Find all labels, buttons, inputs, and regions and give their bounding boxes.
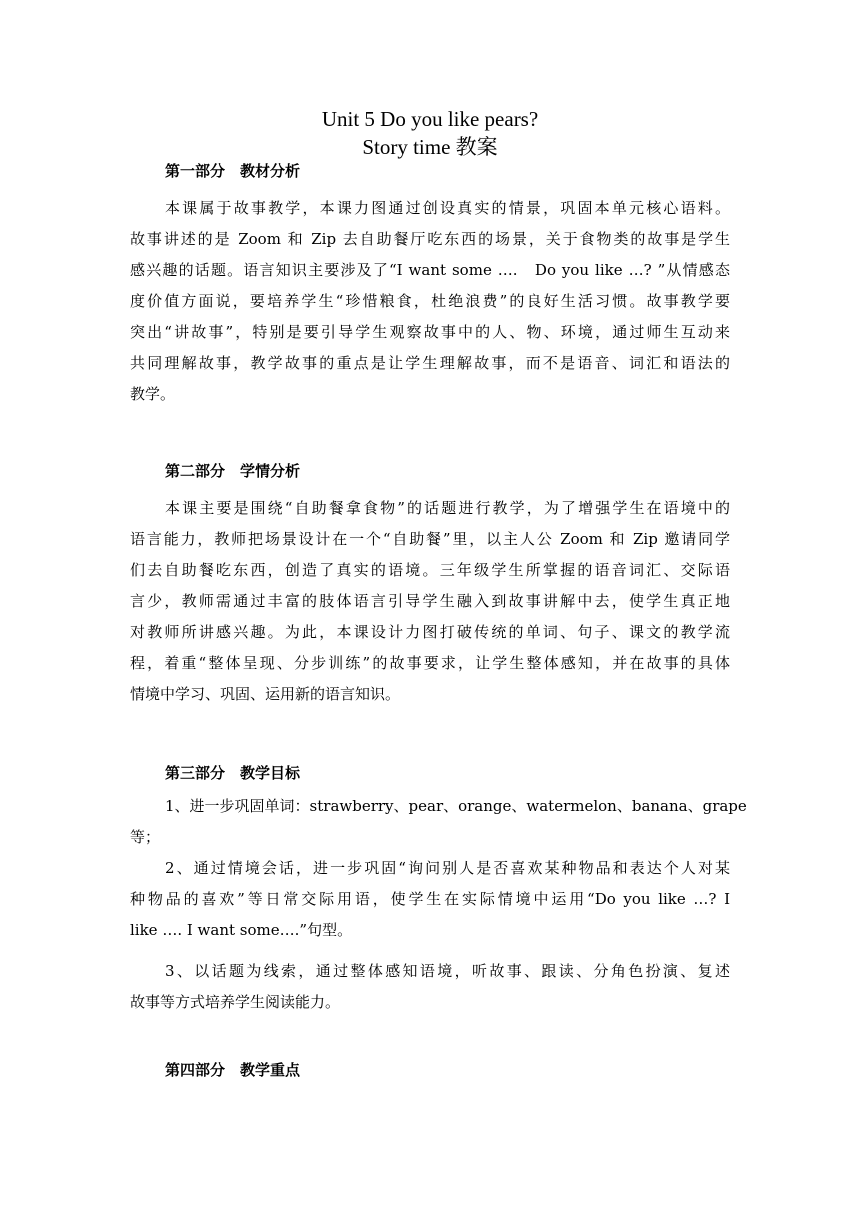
section-2-paragraph-1 [130,493,730,710]
text-line: 语言能力，教师把场景设计在一个“自助餐”里，以主人公 Zoom 和 Zip 邀请同学 [130,530,730,548]
section-3-paragraph-3 [130,956,730,1018]
text-line: 本课属于故事教学，本课力图通过创设真实的情景，巩固本单元核心语料。 [165,199,730,217]
text-line: 3、以话题为线索，通过整体感知语境，听故事、跟读、分角色扮演、复述 [165,962,730,980]
text-line: 程，着重“整体呈现、分步训练”的故事要求，让学生整体感知，并在故事的具体 [130,654,730,672]
text-line: 突出“讲故事”，特别是要引导学生观察故事中的人、物、环境，通过师生互动来 [130,323,730,341]
section-1-paragraph-1 [130,193,730,410]
text-line: 教学。 [130,385,176,403]
section-3-paragraph-1 [130,791,747,853]
text-line: 本课主要是围绕“自助餐拿食物”的话题进行教学，为了增强学生在语境中的 [165,499,730,517]
text-line: 对教师所讲感兴趣。为此，本课设计力图打破传统的单词、句子、课文的教学流 [130,623,730,641]
text-line: 种物品的喜欢”等日常交际用语，使学生在实际情境中运用“Do you like …? I [130,890,730,908]
text-line: 故事等方式培养学生阅读能力。 [130,993,341,1011]
text-line: 感兴趣的话题。语言知识主要涉及了“I want some …. Do you like …? ”从情感态 [130,261,730,279]
text-line: 2、通过情境会话，进一步巩固“询问别人是否喜欢某种物品和表达个人对某 [165,859,730,877]
document-title: Unit 5 Do you like pears? [321,107,539,131]
text-line: 度价值方面说，要培养学生“珍惜粮食，杜绝浪费”的良好生活习惯。故事教学要 [130,292,730,310]
text-line: 们去自助餐吃东西，创造了真实的语境。三年级学生所掌握的语音词汇、交际语 [130,561,730,579]
text-line: 等； [130,828,161,846]
section-heading-2: 第二部分 学情分析 [165,462,301,480]
document-subtitle: Story time 教案 [362,135,498,159]
text-line: 共同理解故事，教学故事的重点是让学生理解故事，而不是语音、词汇和语法的 [130,354,730,372]
section-heading-1: 第一部分 教材分析 [165,162,301,180]
section-3-paragraph-2 [130,853,730,946]
text-line: 言少，教师需通过丰富的肢体语言引导学生融入到故事讲解中去，使学生真正地 [130,592,730,610]
text-line: 情境中学习、巩固、运用新的语言知识。 [130,685,401,703]
text-line: 故事讲述的是 Zoom 和 Zip 去自助餐厅吃东西的场景，关于食物类的故事是学生 [130,230,730,248]
text-line: 1、进一步巩固单词：strawberry、pear、orange、watermelon、banana、grape [165,797,747,815]
text-line: like …. I want some….”句型。 [130,921,353,939]
section-heading-4: 第四部分 教学重点 [165,1061,301,1079]
section-heading-3: 第三部分 教学目标 [165,764,301,782]
